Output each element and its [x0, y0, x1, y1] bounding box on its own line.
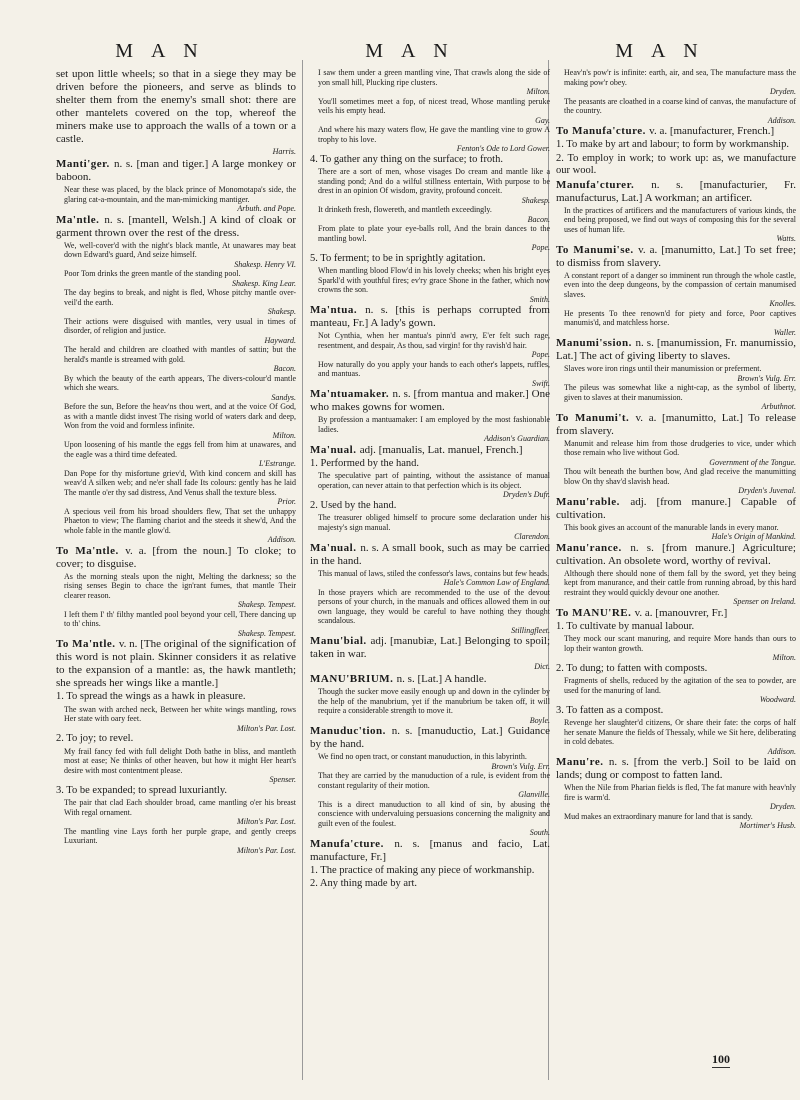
dictionary-entry [556, 125, 796, 138]
definition: v. a. [from the noun.] To cloke; to cover; to disguise. [56, 544, 296, 570]
citation [64, 469, 296, 507]
headword: Ma'ntuamaker. [310, 388, 393, 400]
quotation-text: I saw them under a green mantling vine, That crawls along the side of yon small hill, Plucking ripe clusters. [318, 68, 550, 87]
citation [64, 241, 296, 270]
dictionary-entry [310, 304, 550, 330]
dictionary-entry [310, 725, 550, 751]
quotation-source: L'Estrange. [258, 459, 296, 468]
sense [556, 139, 796, 152]
citation [318, 415, 550, 444]
citation [564, 309, 796, 338]
sense-text: 1. The practice of making any piece of workmanship. [310, 864, 535, 876]
citation [64, 610, 296, 639]
citation [64, 288, 296, 317]
citation [564, 783, 796, 812]
citation [64, 402, 296, 440]
definition: adj. [from manure.] Capable of cultivation. [556, 495, 796, 521]
quotation-source: Gay. [535, 115, 550, 125]
headword: Ma'ntua. [310, 304, 366, 316]
citation [564, 718, 796, 756]
quotation-source: Addison. [767, 746, 796, 756]
sense-text: 1. Performed by the hand. [310, 457, 420, 469]
dictionary-entry [310, 838, 550, 864]
running-head-left: M A N [115, 40, 205, 62]
quotation-source: Clarendon. [514, 532, 550, 541]
citation [64, 507, 296, 545]
quotation-text: From plate to plate your eye-balls roll, And the brain dances to the mantling bowl. [318, 224, 550, 243]
citation [318, 513, 550, 542]
page-number: 100 [712, 1052, 730, 1066]
definition: n. s. [from the verb.] Soil to be laid on lands; dung or compost to fatten land. [556, 756, 796, 781]
quotation-source: Watts. [776, 234, 796, 243]
quotation-source: Spenser on Ireland. [733, 597, 796, 606]
quotation-text: Revenge her slaughter'd citizens, Or share their fate: the corps of half her senate Manure the fields of Thessaly, while we Sit here, deliberating in cold debates. [564, 718, 796, 746]
quotation-source: Addison's Guardian. [484, 434, 550, 443]
sense [310, 865, 550, 878]
headword: To Ma'ntle. [56, 638, 119, 650]
quotation-text: Although there should none of them fall by the sword, yet they being kept from manurance, and their cattle from running abroad, by this hard restraint they would quickly devour one another. [564, 568, 796, 597]
quotation-source: South. [529, 828, 550, 837]
quotation-source: Fenton's Ode to Lord Gower. [456, 144, 550, 153]
citation [564, 68, 796, 97]
quotation-source: Hale's Origin of Mankind. [711, 532, 796, 541]
quotation-text: The day begins to break, and night is fled, Whose pitchy mantle over-veil'd the earth. [64, 288, 296, 307]
definition: n. s. [from manure.] Agriculture; cultivation. An obsolete word, worthy of revival. [556, 541, 796, 567]
citation [318, 68, 550, 97]
definition: v. a. [manufacturer, French.] [649, 125, 775, 137]
sense [310, 500, 550, 513]
quotation-source: Brown's Vulg. Err. [737, 373, 796, 383]
quotation-text: By profession a mantuamaker: I am employed by the most fashionable ladies. [318, 415, 550, 434]
sense-text: 2. To joy; to revel. [56, 733, 134, 744]
citation [564, 439, 796, 468]
quotation-source: Brown's Vulg. Err. [491, 761, 550, 771]
quotation-text: The pair that clad Each shoulder broad, came mantling o'er his breast With regal ornament. [64, 798, 296, 817]
headword: To Manumi't. [556, 411, 636, 424]
quotation-source: Dict. [534, 662, 550, 671]
quotation-source: Sandys. [271, 392, 296, 402]
quotation-source: Arbuth. and Pope. [237, 204, 296, 213]
quotation-text: That they are carried by the manuduction of a rule, is evident from the constant regularity of their motion. [318, 771, 550, 790]
quotation-text: Heav'n's pow'r is infinite: earth, air, and sea, The manufacture mass the making pow'r obey. [564, 68, 796, 87]
dictionary-entry [556, 756, 796, 782]
sense-text: 4. To gather any thing on the surface; to froth. [310, 153, 503, 165]
sense-text: 1. To spread the wings as a hawk in pleasure. [56, 691, 246, 702]
headword: To MANU'RE. [556, 606, 635, 619]
citation [64, 269, 296, 288]
citation [64, 345, 296, 374]
citation [564, 364, 796, 383]
citation [318, 800, 550, 838]
definition: v. a. [manumitto, Lat.] To release from slavery. [556, 411, 796, 437]
quotation-source: Woodward. [759, 695, 796, 704]
sense-text: 2. To dung; to fatten with composts. [556, 662, 708, 674]
running-head-right: M A N [615, 40, 705, 62]
quotation-text: Poor Tom drinks the green mantle of the standing pool. [64, 269, 241, 278]
quotation-text: You'll sometimes meet a fop, of nicest tread, Whose mantling peruke veils his empty head. [318, 96, 550, 115]
column-right [556, 68, 796, 831]
definition: n. s. [Lat.] A handle. [396, 673, 487, 685]
citation [64, 317, 296, 346]
sense-text: 1. To cultivate by manual labour. [556, 620, 695, 632]
quotation-text: How naturally do you apply your hands to each other's lappets, ruffles, and mantuas. [318, 359, 550, 378]
citation [64, 747, 296, 785]
dictionary-entry [310, 542, 550, 568]
definition: n. s. [manus and facio, Lat. manufacture, Fr.] [310, 837, 551, 863]
quotation-text: I left them I' th' filthy mantled pool beyond your cell, There dancing up to th' chins. [64, 609, 296, 628]
headword: Manti'ger. [56, 158, 114, 170]
headword: Manuduc'tion. [310, 725, 392, 737]
sense-text: 2. To employ in work; to work up: as, we manufacture our wool. [556, 152, 796, 176]
definition: n. s. A small book, such as may be carried in the hand. [310, 541, 550, 567]
headword: To Manumi'se. [556, 243, 639, 256]
quotation-source: Dryden. [770, 802, 796, 811]
quotation-source: Hayward. [264, 335, 296, 345]
quotation-text: Mud makes an extraordinary manure for land that is sandy. [564, 811, 753, 821]
quotation-text: When the Nile from Pharian fields is fled, The fat manure with heav'nly fire is warm'd. [564, 783, 796, 802]
citation [318, 266, 550, 304]
dictionary-entry [310, 388, 550, 414]
quotation-source: Shakesp. Henry VI. [234, 259, 296, 269]
quotation-text: The speculative part of painting, without the assistance of manual operation, can never attain to that perfection which is its object. [318, 471, 550, 490]
quotation-source: Mortimer's Husb. [739, 821, 796, 830]
headword: Ma'nual. [310, 541, 361, 554]
citation [318, 771, 550, 800]
quotation-text: Not Cynthia, when her mantua's pinn'd awry, E'er felt such rage, resentment, and despair, As thou, sad virgin! for thy ravish'd hair. [318, 331, 550, 350]
quotation-text: Slaves wore iron rings until their manumission or preferment. [564, 364, 762, 373]
dictionary-entry [556, 179, 796, 205]
sense [56, 733, 296, 746]
quotation-text: He presents To thee renown'd for piety and force, Poor captives manumis'd, and matchless horse. [564, 308, 796, 327]
citation [564, 97, 796, 126]
quotation-text: The herald and children are cloathed with mantles of sattin; but the herald's mantle is streamed with gold. [64, 345, 296, 364]
quotation-source: Shakesp. Tempest. [237, 600, 296, 609]
headword: Manu'rable. [556, 495, 631, 508]
quotation-source: Bacon. [273, 364, 296, 373]
citation [564, 271, 796, 309]
quotation-source: Knolles. [769, 299, 796, 308]
definition: n. s. [this is perhaps corrupted from manteau, Fr.] A lady's gown. [310, 304, 550, 329]
sense [56, 691, 296, 704]
dictionary-entry [556, 337, 796, 363]
quotation-text: This book gives an account of the manurable lands in every manor. [564, 522, 779, 532]
quotation-source: Milton. [272, 430, 296, 440]
quotation-source: Waller. [773, 327, 796, 337]
headword: Manu're. [556, 756, 609, 768]
sense [556, 153, 796, 178]
citation [318, 752, 550, 771]
quotation-text: The treasurer obliged himself to procure some declaration under his majesty's sign manual. [318, 513, 550, 532]
definition: n. s. [from mantua and maker.] One who makes gowns for women. [310, 388, 551, 413]
sense-text: 3. To fatten as a compost. [556, 704, 664, 716]
quotation-source: Milton. [772, 653, 796, 662]
quotation-text: Fragments of shells, reduced by the agitation of the sea to powder, are used for the manuring of land. [564, 676, 796, 695]
headword: Manu'rance. [556, 541, 631, 554]
quotation-text: The peasants are cloathed in a coarse kind of canvas, the manufacture of the country. [564, 96, 796, 115]
quotation-text: They mock our scant manuring, and require More hands than ours to lop their wanton growth. [564, 634, 796, 653]
definition: n. s. [manumission, Fr. manumissio, Lat.] The act of giving liberty to slaves. [556, 337, 796, 362]
definition: adj. [manubiæ, Lat.] Belonging to spoil; taken in war. [310, 635, 551, 660]
citation [318, 205, 550, 224]
quotation-text: Before the sun, Before the heav'ns thou wert, and at the voice Of God, as with a mantle didst invest The rising world of waters dark and deep, Won from the void and formless infinite. [64, 402, 296, 430]
headword: To Manufa'cture. [556, 125, 650, 137]
citation [318, 569, 550, 588]
dictionary-entry [556, 496, 796, 522]
quotation-text: When mantling blood Flow'd in his lovely cheeks; when his bright eyes Sparkl'd with youthful fires; ev'ry grace Shone in the father, which now crowns the son. [318, 266, 550, 294]
citation [64, 827, 296, 856]
quotation-source: Harris. [272, 147, 296, 156]
quotation-source: Spenser. [269, 775, 296, 784]
quotation-text: My frail fancy fed with full delight Doth bathe in bliss, and mantleth most at ease; Ne thinks of other heaven, but how it might Her heart's desire with most contentment please. [64, 746, 296, 775]
quotation-text: Manumit and release him from those drudgeries to vice, under which those remain who live without God. [564, 438, 796, 457]
definition: v. a. [manouvrer, Fr.] [634, 606, 728, 619]
sense [56, 785, 296, 798]
headword: Manufa'cturer. [556, 178, 652, 191]
quotation-text: By which the beauty of the earth appears, The divers-colour'd mantle which she wears. [64, 373, 296, 392]
quotation-text: Near these was placed, by the black prince of Monomotapa's side, the glaring cat-a-mountain, and the man-mimicking mantiger. [64, 185, 296, 204]
quotation-text: The mantling vine Lays forth her purple grape, and gently creeps Luxuriant. [64, 826, 296, 845]
definition: n. s. [man and tiger.] A large monkey or baboon. [56, 158, 296, 183]
headword: MANU'BRIUM. [310, 673, 397, 685]
sense-text: 3. To be expanded; to spread luxuriantly. [56, 784, 228, 796]
headword: Manu'bial. [310, 635, 371, 647]
dictionary-entry [310, 635, 550, 672]
citation [564, 634, 796, 663]
quotation-text: A constant report of a danger so imminent run through the whole castle, even into the deep dungeons, by the compassion of certain manumised slaves. [564, 270, 796, 299]
quotation-source: Pope. [531, 243, 550, 252]
citation [64, 374, 296, 403]
quotation-text: Thou wilt beneath the burthen bow, And glad receive the manumitting blow On thy shav'd slavish head. [564, 467, 796, 486]
quotation-source: Prior. [277, 497, 296, 506]
quotation-text: As the morning steals upon the night, Melting the darkness; so the rising senses Begin to chace the ign'rant fumes, that mantle Their clearer reason. [64, 571, 296, 600]
headword: Ma'ntle. [56, 213, 105, 226]
definition: n. s. [manufacturier, Fr. manufacturus, Lat.] A workman; an artificer. [556, 178, 796, 204]
column-rule [302, 60, 303, 1080]
citation [318, 331, 550, 360]
sense [310, 253, 550, 266]
quotation-source: Milton. [526, 87, 550, 96]
quotation-source: Arbuthnot. [761, 402, 796, 411]
quotation-source: Pope. [531, 350, 550, 359]
definition: v. a. [manumitto, Lat.] To set free; to dismiss from slavery. [556, 243, 796, 269]
quotation-text: Upon loosening of his mantle the eggs fell from him at unawares, and the eagle was a third time defeated. [64, 440, 296, 459]
sense-text: 5. To ferment; to be in sprightly agitation. [310, 252, 486, 264]
quotation-text: There are a sort of men, whose visages Do cream and mantle like a standing pond; And do a wilful stillness entertain, With purpose to be drest in an opinion Of wisdom, gravity, profound conceit. [318, 167, 550, 195]
sense-text: 1. To make by art and labour; to form by workmanship. [556, 139, 789, 150]
quotation-source: Dryden's Juvenal. [738, 486, 796, 495]
quotation-source: Government of the Tongue. [709, 457, 796, 467]
column-middle [310, 68, 550, 892]
dictionary-entry [56, 545, 296, 571]
citation [64, 440, 296, 469]
headword: Ma'nual. [310, 443, 360, 456]
quotation-source: Milton's Par. Lost. [236, 845, 296, 855]
headword: Manumi'ssion. [556, 337, 636, 349]
quotation-source: Milton's Par. Lost. [236, 723, 296, 733]
citation [318, 125, 550, 154]
headword: Manufa'cture. [310, 837, 395, 850]
quotation-source: Dryden's Dufr. [502, 490, 550, 499]
definition: adj. [manualis, Lat. manuel, French.] [359, 443, 523, 456]
quotation-source: Swift. [531, 378, 550, 388]
quotation-text: Though the sucker move easily enough up and down in the cylinder by the help of the manubrium, yet if the manubrium be taken off, it will require a considerable strength to move it. [318, 687, 550, 715]
citation [318, 167, 550, 205]
dictionary-entry [56, 638, 296, 690]
citation [564, 383, 796, 412]
quotation-text: This is a direct manuduction to all kind of sin, by abusing the conscience with undervaluing persuasions concerning the malignity and guilt even of the foulest. [318, 799, 550, 828]
sense [310, 458, 550, 471]
citation [318, 687, 550, 725]
citation [64, 572, 296, 610]
definition: n. s. [mantell, Welsh.] A kind of cloak or garment thrown over the rest of the dress. [56, 213, 296, 239]
quotation-source: Hale's Common Law of England. [443, 578, 550, 587]
dictionary-entry [310, 444, 550, 457]
citation [318, 360, 550, 389]
quotation-source: Shakesp. King Lear. [232, 278, 296, 288]
citation [318, 224, 550, 253]
quotation-source: Shakesp. Tempest. [237, 628, 296, 638]
quotation-text: We find no open tract, or constant manuduction, in this labyrinth. [318, 752, 527, 761]
definition: set upon little wheels; so that in a siege they may be driven before the pioneers, and serve as blinds to shelter them from the enemy's small shot: there are other mantelets covered on the top, whereof the miners make use to approach the walls of a town or a castle. [56, 68, 296, 145]
sense [310, 154, 550, 167]
quotation-source: Shakesp. [521, 195, 550, 205]
citation [564, 467, 796, 496]
citation [318, 588, 550, 636]
column-left [56, 68, 296, 855]
quotation-source: Addison. [767, 115, 796, 125]
quotation-text: The pileus was somewhat like a night-cap, as the symbol of liberty, given to slaves at their manumission. [564, 383, 796, 402]
citation [564, 206, 796, 244]
quotation-source: Boyle. [529, 715, 550, 725]
quotation-text: Dan Pope for thy misfortune griev'd, With kind concern and skill has weav'd A silken web; and ne'er shall fade Its colours: gently has he laid The mantle o'er thy sad distress, And Venus shall the texture bless. [64, 468, 296, 497]
citation [64, 185, 296, 214]
dictionary-entry [56, 158, 296, 184]
dictionary-entry [556, 607, 796, 620]
citation [318, 471, 550, 500]
quotation-text: This manual of laws, stiled the confessor's laws, contains but few heads. [318, 568, 550, 578]
citation [318, 97, 550, 126]
sense [556, 705, 796, 718]
definition: n. s. [manuductio, Lat.] Guidance by the hand. [310, 725, 550, 750]
citation [564, 676, 796, 705]
citation [564, 569, 796, 607]
quotation-text: In the practices of artificers and the manufacturers of various kinds, the end being proposed, we find out ways of composing this for the several uses of human life. [564, 205, 796, 234]
definition: v. n. [The original of the signification of this word is not plain. Skinner considers it as relative to the expansion of a mantle: as, the hawk mantleth; she spreads her wings like a mantle.] [56, 638, 296, 689]
citation [64, 705, 296, 734]
quotation-source: Dryden. [770, 87, 796, 96]
sense-text: 2. Any thing made by art. [310, 878, 418, 889]
quotation-text: We, well-cover'd with the night's black mantle, At unawares may beat down Edward's guard, And seize himself. [64, 240, 296, 259]
sense [556, 663, 796, 676]
sense [310, 878, 550, 891]
citation [64, 798, 296, 827]
quotation-text: A specious veil from his broad shoulders flew, That set the unhappy Phaeton to view; The flaming chariot and the steeds it shew'd, And the whole fable in the mantle glow'd. [64, 506, 296, 535]
sense [56, 68, 296, 157]
citation [564, 812, 796, 831]
sense-text: 2. Used by the hand. [310, 499, 397, 511]
quotation-source: Smith. [529, 294, 550, 304]
quotation-source: Shakesp. [267, 307, 296, 316]
quotation-source: Bacon. [527, 214, 550, 224]
dictionary-entry [556, 412, 796, 438]
dictionary-entry [56, 214, 296, 240]
dictionary-entry [556, 244, 796, 270]
running-head-center: M A N [365, 40, 455, 62]
headword: To Ma'ntle. [56, 544, 126, 557]
quotation-source: Stillingfleet. [511, 625, 550, 635]
quotation-text: It drinketh fresh, flowereth, and mantleth exceedingly. [318, 205, 492, 214]
dictionary-entry [556, 542, 796, 568]
quotation-text: The swan with arched neck, Between her white wings mantling, rows Her state with oary feet. [64, 704, 296, 723]
quotation-text: In those prayers which are recommended to the use of the devout persons of your church, in the manuals and offices allowed them in our own language, they would be careful to have nothing they thought scandalous. [318, 587, 550, 625]
quotation-source: Glanville. [518, 790, 550, 799]
quotation-source: Milton's Par. Lost. [236, 817, 296, 826]
quotation-source: Addison. [267, 535, 296, 544]
sense [556, 621, 796, 634]
quotation-text: Their actions were disguised with mantles, very usual in times of disorder, of religion and justice. [64, 316, 296, 335]
quotation-text: And where his mazy waters flow, He gave the mantling vine to grow A trophy to his love. [318, 125, 550, 144]
dictionary-entry [310, 673, 550, 686]
citation [564, 523, 796, 542]
